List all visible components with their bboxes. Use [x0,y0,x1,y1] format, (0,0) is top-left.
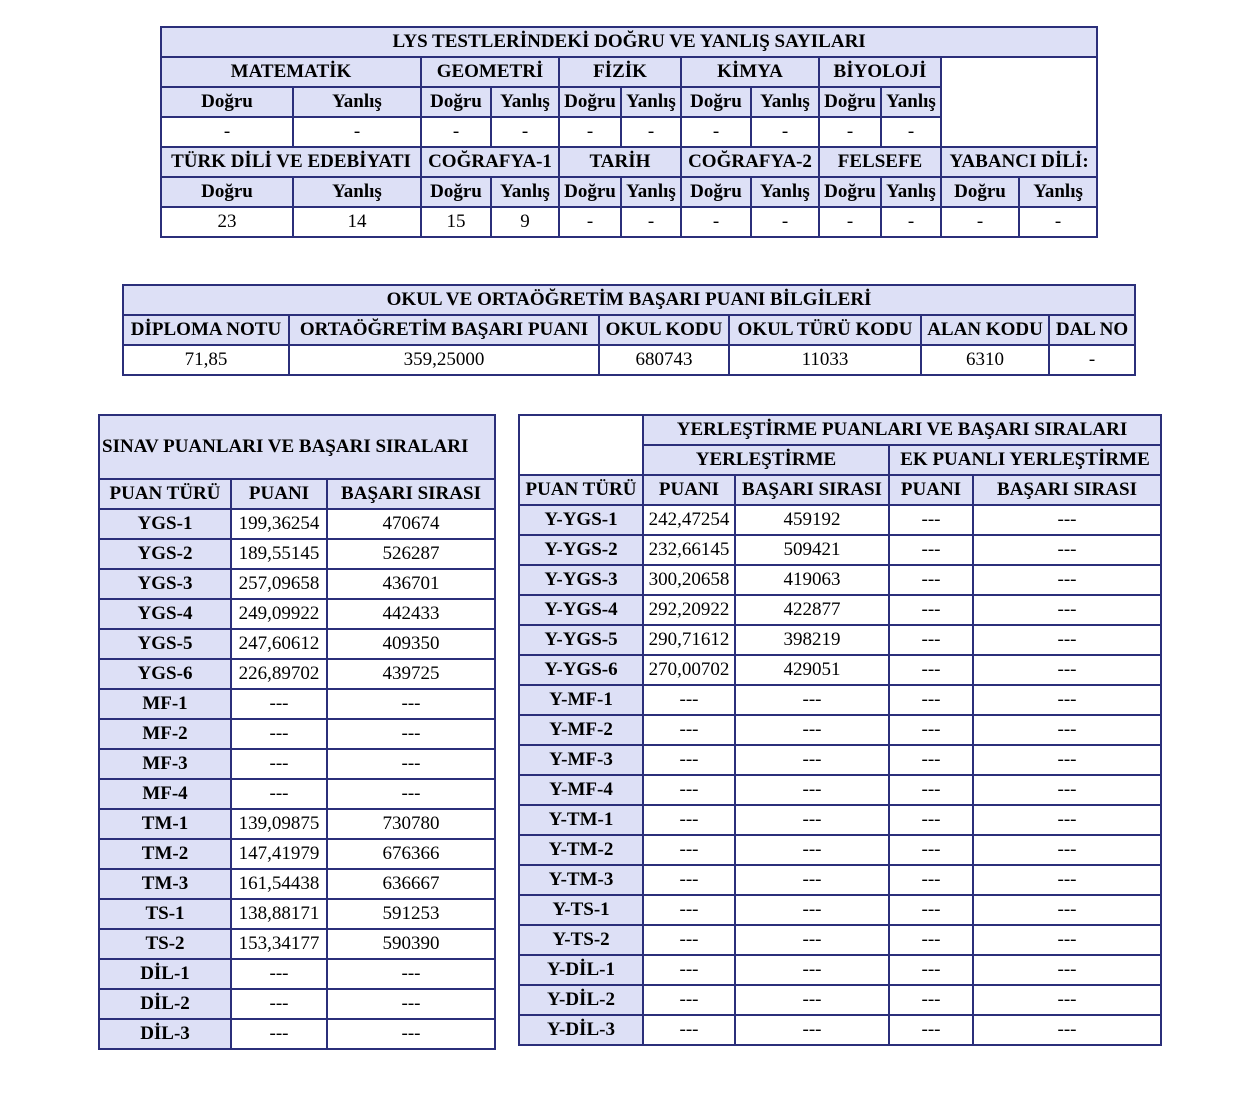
puan-turu-cell: Y-DİL-1 [519,955,643,985]
value-cell: --- [643,865,735,895]
table-row [519,655,1161,685]
value-cell: --- [643,775,735,805]
value-cell: - [681,207,751,237]
value-cell: - [421,117,491,147]
lys-table [160,26,1098,238]
value-cell: --- [889,775,973,805]
puan-turu-cell: Y-MF-4 [519,775,643,805]
sinav-title: SINAV PUANLARI VE BAŞARI SIRALARI [99,415,495,479]
dogru-header: Doğru [559,87,621,117]
value-cell: 257,09658 [231,569,327,599]
value-cell: --- [735,955,889,985]
value-cell: - [819,207,881,237]
value-cell: 429051 [735,655,889,685]
yanlis-header: Yanlış [751,87,819,117]
puan-turu-cell: Y-MF-2 [519,715,643,745]
value-cell: --- [327,1019,495,1049]
puan-turu-cell: YGS-4 [99,599,231,629]
value-cell: 189,55145 [231,539,327,569]
value-cell: --- [735,985,889,1015]
value-cell: --- [889,595,973,625]
lys-title: LYS TESTLERİNDEKİ DOĞRU VE YANLIŞ SAYILARI [161,27,1097,57]
puan-turu-cell: Y-TS-1 [519,895,643,925]
value-cell: --- [973,655,1161,685]
value-cell: --- [327,779,495,809]
value-cell: 249,09922 [231,599,327,629]
puan-turu-cell: Y-DİL-2 [519,985,643,1015]
value-cell: --- [973,865,1161,895]
table-row [99,719,495,749]
okul-header: ALAN KODU [921,315,1049,345]
value-cell: --- [643,835,735,865]
value-cell: --- [973,1015,1161,1045]
puan-turu-cell: Y-YGS-6 [519,655,643,685]
yerlestirme-header: BAŞARI SIRASI [973,475,1161,505]
value-cell: --- [973,625,1161,655]
value-cell: --- [643,715,735,745]
subject-header: TÜRK DİLİ VE EDEBİYATI [161,147,421,177]
puan-turu-cell: DİL-3 [99,1019,231,1049]
value-cell: - [881,207,941,237]
value-cell: - [751,207,819,237]
value-cell: --- [231,719,327,749]
okul-value: 359,25000 [289,345,599,375]
table-row [519,505,1161,535]
yanlis-header: Yanlış [1019,177,1097,207]
sinav-header: PUAN TÜRÜ [99,479,231,509]
subject-header: FİZİK [559,57,681,87]
value-cell: 270,00702 [643,655,735,685]
value-cell: - [491,117,559,147]
value-cell: --- [735,685,889,715]
table-row [99,659,495,689]
dogru-header: Doğru [421,87,491,117]
value-cell: --- [643,1015,735,1045]
value-cell: --- [643,985,735,1015]
subject-header: BİYOLOJİ [819,57,941,87]
table-row [99,869,495,899]
puan-turu-cell: MF-1 [99,689,231,719]
value-cell: --- [735,925,889,955]
okul-value: 11033 [729,345,921,375]
table-row [99,629,495,659]
value-cell: --- [643,685,735,715]
value-cell: --- [735,895,889,925]
puan-turu-cell: TS-1 [99,899,231,929]
dogru-header: Doğru [941,177,1019,207]
table-row [519,595,1161,625]
value-cell: 15 [421,207,491,237]
value-cell: --- [327,989,495,1019]
puan-turu-cell: YGS-3 [99,569,231,599]
okul-header: OKUL TÜRÜ KODU [729,315,921,345]
value-cell: 247,60612 [231,629,327,659]
table-row [99,689,495,719]
value-cell: 730780 [327,809,495,839]
puan-turu-cell: MF-4 [99,779,231,809]
yanlis-header: Yanlış [491,177,559,207]
value-cell: 9 [491,207,559,237]
value-cell: - [559,117,621,147]
dogru-header: Doğru [421,177,491,207]
table-row [99,809,495,839]
table-row [519,805,1161,835]
table-row [99,779,495,809]
okul-header: DAL NO [1049,315,1135,345]
puan-turu-cell: TM-1 [99,809,231,839]
table-row [99,569,495,599]
value-cell: - [621,207,681,237]
value-cell: 139,09875 [231,809,327,839]
value-cell: --- [735,835,889,865]
value-cell: 419063 [735,565,889,595]
value-cell: 409350 [327,629,495,659]
empty-cell [941,57,1097,147]
puan-turu-cell: Y-TS-2 [519,925,643,955]
value-cell: --- [973,505,1161,535]
value-cell: --- [889,655,973,685]
value-cell: --- [327,959,495,989]
table-row [99,899,495,929]
yerlestirme-subheader: YERLEŞTİRME [643,445,889,475]
value-cell: 591253 [327,899,495,929]
value-cell: --- [889,925,973,955]
puan-turu-cell: Y-MF-3 [519,745,643,775]
value-cell: - [621,117,681,147]
puan-turu-cell: YGS-6 [99,659,231,689]
value-cell: --- [889,625,973,655]
value-cell: --- [735,805,889,835]
value-cell: --- [973,535,1161,565]
yanlis-header: Yanlış [621,177,681,207]
subject-header: MATEMATİK [161,57,421,87]
yerlestirme-title: YERLEŞTİRME PUANLARI VE BAŞARI SIRALARI [643,415,1161,445]
value-cell: --- [889,535,973,565]
yerlestirme-header: PUANI [643,475,735,505]
table-row [519,955,1161,985]
value-cell: --- [973,565,1161,595]
value-cell: 14 [293,207,421,237]
table-row [519,985,1161,1015]
subject-header: TARİH [559,147,681,177]
okul-value: 6310 [921,345,1049,375]
yanlis-header: Yanlış [751,177,819,207]
value-cell: --- [889,1015,973,1045]
value-cell: 290,71612 [643,625,735,655]
value-cell: --- [231,989,327,1019]
value-cell: --- [231,959,327,989]
value-cell: --- [973,925,1161,955]
value-cell: --- [889,565,973,595]
subject-header: COĞRAFYA-2 [681,147,819,177]
yanlis-header: Yanlış [293,87,421,117]
puan-turu-cell: YGS-2 [99,539,231,569]
okul-title: OKUL VE ORTAÖĞRETİM BAŞARI PUANI BİLGİLERİ [123,285,1135,315]
puan-turu-cell: YGS-5 [99,629,231,659]
dogru-header: Doğru [681,87,751,117]
table-row [519,775,1161,805]
yerlestirme-header: BAŞARI SIRASI [735,475,889,505]
value-cell: --- [889,805,973,835]
okul-value: 680743 [599,345,729,375]
value-cell: --- [643,745,735,775]
value-cell: --- [231,1019,327,1049]
value-cell: --- [973,595,1161,625]
value-cell: --- [735,1015,889,1045]
sinav-table [98,414,496,1050]
value-cell: --- [973,715,1161,745]
value-cell: 153,34177 [231,929,327,959]
yerlestirme-header: PUANI [889,475,973,505]
value-cell: 161,54438 [231,869,327,899]
value-cell: --- [889,745,973,775]
dogru-header: Doğru [681,177,751,207]
table-row [519,535,1161,565]
value-cell: --- [973,895,1161,925]
value-cell: --- [643,805,735,835]
table-row [99,959,495,989]
value-cell: --- [973,805,1161,835]
value-cell: --- [889,835,973,865]
value-cell: - [941,207,1019,237]
value-cell: 470674 [327,509,495,539]
value-cell: --- [643,955,735,985]
value-cell: --- [735,865,889,895]
value-cell: 242,47254 [643,505,735,535]
puan-turu-cell: Y-YGS-2 [519,535,643,565]
puan-turu-cell: Y-TM-3 [519,865,643,895]
dogru-header: Doğru [819,177,881,207]
value-cell: --- [735,715,889,745]
yanlis-header: Yanlış [293,177,421,207]
value-cell: --- [231,779,327,809]
dogru-header: Doğru [559,177,621,207]
value-cell: --- [889,505,973,535]
okul-header: OKUL KODU [599,315,729,345]
puan-turu-cell: DİL-2 [99,989,231,1019]
yerlestirme-header: PUAN TÜRÜ [519,475,643,505]
value-cell: 292,20922 [643,595,735,625]
value-cell: 526287 [327,539,495,569]
value-cell: --- [327,689,495,719]
table-row [519,745,1161,775]
value-cell: --- [643,925,735,955]
table-row [99,509,495,539]
value-cell: - [681,117,751,147]
value-cell: 232,66145 [643,535,735,565]
table-row [99,539,495,569]
table-row [519,865,1161,895]
ek-puanli-subheader: EK PUANLI YERLEŞTİRME [889,445,1161,475]
value-cell: --- [973,985,1161,1015]
subject-header: YABANCI DİLİ: [941,147,1097,177]
table-row [519,1015,1161,1045]
okul-header: ORTAÖĞRETİM BAŞARI PUANI [289,315,599,345]
value-cell: - [161,117,293,147]
value-cell: - [881,117,941,147]
value-cell: - [819,117,881,147]
dogru-header: Doğru [161,177,293,207]
value-cell: --- [889,685,973,715]
value-cell: 442433 [327,599,495,629]
sinav-header: PUANI [231,479,327,509]
okul-table [122,284,1136,376]
yanlis-header: Yanlış [621,87,681,117]
value-cell: 590390 [327,929,495,959]
value-cell: --- [231,689,327,719]
value-cell: --- [973,745,1161,775]
value-cell: 422877 [735,595,889,625]
subject-header: FELSEFE [819,147,941,177]
puan-turu-cell: TM-2 [99,839,231,869]
subject-header: GEOMETRİ [421,57,559,87]
value-cell: 226,89702 [231,659,327,689]
sinav-header: BAŞARI SIRASI [327,479,495,509]
value-cell: 436701 [327,569,495,599]
empty-cell [519,415,643,475]
table-row [99,1019,495,1049]
okul-value: - [1049,345,1135,375]
yanlis-header: Yanlış [881,177,941,207]
value-cell: 459192 [735,505,889,535]
puan-turu-cell: Y-YGS-1 [519,505,643,535]
value-cell: - [1019,207,1097,237]
puan-turu-cell: TS-2 [99,929,231,959]
value-cell: 138,88171 [231,899,327,929]
value-cell: --- [973,955,1161,985]
table-row [519,565,1161,595]
table-row [519,685,1161,715]
table-row [99,989,495,1019]
puan-turu-cell: Y-TM-1 [519,805,643,835]
value-cell: 398219 [735,625,889,655]
puan-turu-cell: DİL-1 [99,959,231,989]
value-cell: 147,41979 [231,839,327,869]
table-row [99,749,495,779]
value-cell: - [559,207,621,237]
value-cell: --- [735,745,889,775]
value-cell: - [751,117,819,147]
value-cell: 300,20658 [643,565,735,595]
value-cell: 23 [161,207,293,237]
value-cell: --- [889,955,973,985]
value-cell: --- [231,749,327,779]
puan-turu-cell: Y-YGS-4 [519,595,643,625]
value-cell: --- [327,749,495,779]
subject-header: KİMYA [681,57,819,87]
value-cell: --- [889,985,973,1015]
value-cell: --- [889,715,973,745]
value-cell: --- [889,895,973,925]
value-cell: --- [643,895,735,925]
puan-turu-cell: Y-TM-2 [519,835,643,865]
table-row [519,835,1161,865]
value-cell: 636667 [327,869,495,899]
puan-turu-cell: Y-YGS-3 [519,565,643,595]
value-cell: 509421 [735,535,889,565]
table-row [519,925,1161,955]
table-row [519,715,1161,745]
puan-turu-cell: Y-DİL-3 [519,1015,643,1045]
puan-turu-cell: MF-3 [99,749,231,779]
table-row [99,929,495,959]
value-cell: --- [973,835,1161,865]
okul-header: DİPLOMA NOTU [123,315,289,345]
table-row [99,599,495,629]
value-cell: --- [973,775,1161,805]
dogru-header: Doğru [819,87,881,117]
value-cell: 199,36254 [231,509,327,539]
value-cell: - [293,117,421,147]
okul-value: 71,85 [123,345,289,375]
table-row [519,625,1161,655]
yanlis-header: Yanlış [881,87,941,117]
yerlestirme-table [518,414,1162,1046]
value-cell: --- [735,775,889,805]
puan-turu-cell: Y-YGS-5 [519,625,643,655]
table-row [99,839,495,869]
value-cell: --- [889,865,973,895]
puan-turu-cell: YGS-1 [99,509,231,539]
subject-header: COĞRAFYA-1 [421,147,559,177]
puan-turu-cell: MF-2 [99,719,231,749]
dogru-header: Doğru [161,87,293,117]
yanlis-header: Yanlış [491,87,559,117]
value-cell: 439725 [327,659,495,689]
table-row [519,895,1161,925]
puan-turu-cell: TM-3 [99,869,231,899]
puan-turu-cell: Y-MF-1 [519,685,643,715]
value-cell: --- [973,685,1161,715]
value-cell: 676366 [327,839,495,869]
value-cell: --- [327,719,495,749]
